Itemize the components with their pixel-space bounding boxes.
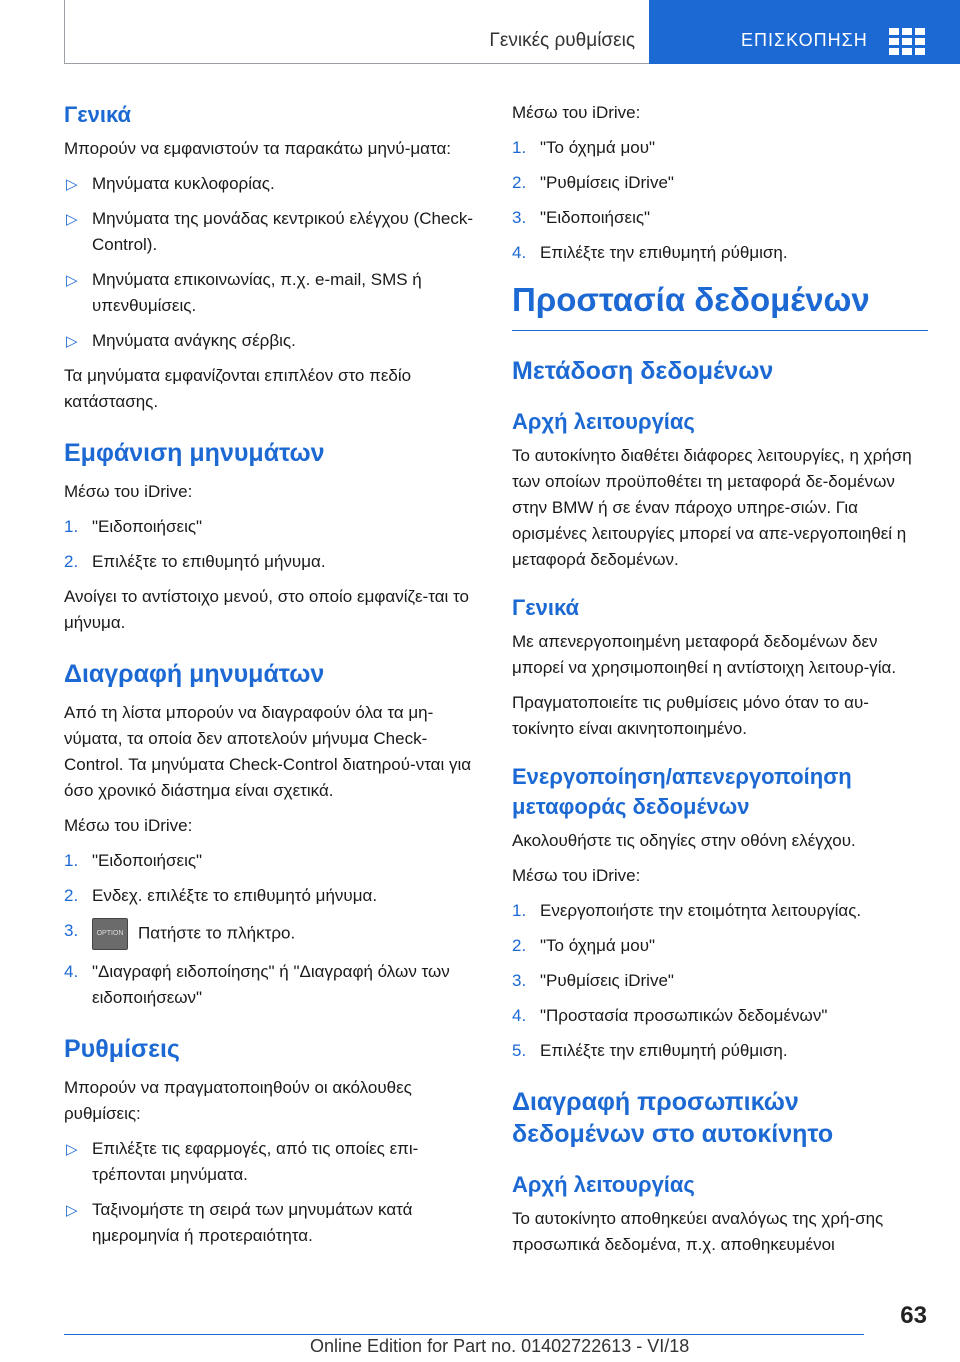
activation-via: Μέσω του iDrive: (512, 866, 641, 885)
list-item: 4. Επιλέξτε την επιθυμητή ρύθμιση. (512, 243, 788, 262)
triangle-bullet-icon: ▷ (66, 211, 78, 228)
right-via: Μέσω του iDrive: (512, 103, 641, 122)
settings-heading: Ρυθμίσεις (64, 1035, 180, 1063)
triangle-bullet-icon: ▷ (66, 272, 78, 289)
list-item: 3. OPTION Πατήστε το πλήκτρο. (64, 918, 480, 950)
delete-messages-heading: Διαγραφή μηνυμάτων (64, 660, 325, 688)
delete-via: Μέσω του iDrive: (64, 816, 193, 835)
list-item: 1. Ενεργοποιήστε την ετοιμότητα λειτουργίας. (512, 901, 862, 920)
footer-edition: Online Edition for Part no. 01402722613 - VI/18 (310, 1336, 690, 1356)
list-item: ▷ Ταξινομήστε τη σειρά των μηνυμάτων κατά ημερομηνία ή προτεραιότητα. (66, 1200, 413, 1245)
list-item: 4. "Διαγραφή ειδοποίησης" ή "Διαγραφή όλων των ειδοποιήσεων" (64, 962, 450, 1007)
general-intro: Μπορούν να εμφανιστούν τα παρακάτω μηνύ-ματα: (64, 139, 452, 158)
data-protection-heading: Προστασία δεδομένων (512, 280, 928, 331)
overview-tab[interactable] (649, 0, 960, 64)
list-item: 3. "Ειδοποιήσεις" (512, 208, 651, 227)
list-item: 1. "Ειδοποιήσεις" (64, 851, 203, 870)
display-outro: Ανοίγει το αντίστοιχο μενού, στο οποίο εμφανίζε-ται το μήνυμα. (64, 587, 469, 632)
right-steps (512, 135, 928, 266)
triangle-bullet-icon: ▷ (66, 176, 78, 193)
principle-text: Το αυτοκίνητο διαθέτει διάφορες λειτουργίες, η χρήση των οποίων προϋποθέτει τη μεταφορά δε-δομένων στην BMW ή σε έναν πάροχο υπηρε-σιών. Για ορισμένες λειτουργίες μπορεί να απε-νεργοποιηθεί η μεταφορά δεδομένων. (512, 446, 912, 569)
triangle-bullet-icon: ▷ (66, 1202, 78, 1219)
delete-steps (64, 848, 480, 1011)
general-heading: Γενικά (64, 102, 132, 127)
activation-steps (512, 898, 928, 1064)
data-transfer-heading: Μετάδοση δεδομένων (512, 357, 774, 385)
delete-intro: Από τη λίστα μπορούν να διαγραφούν όλα τα μη-νύματα, τα οποία δεν αποτελούν μήνυμα Check-Control. Τα μηνύματα Check-Control διατηρού-νται για όσο χρονικό διάστημα είναι σχετικά. (64, 703, 472, 800)
option-button-icon: OPTION (92, 918, 128, 950)
triangle-bullet-icon: ▷ (66, 333, 78, 350)
settings-list (64, 1136, 480, 1249)
triangle-bullet-icon: ▷ (66, 1141, 78, 1158)
footer-divider (64, 1334, 864, 1335)
list-item: ▷ Μηνύματα της μονάδας κεντρικού ελέγχου (Check-Control). (66, 209, 474, 254)
right-column (512, 100, 928, 1267)
delete-principle-text: Το αυτοκίνητο αποθηκεύει αναλόγως της χρή-σης προσωπικά δεδομένα, π.χ. αποθηκευμένοι (512, 1209, 884, 1254)
settings-intro: Μπορούν να πραγματοποιηθούν οι ακόλουθες ρυθμίσεις: (64, 1078, 412, 1123)
header-section-title: Γενικές ρυθμίσεις (489, 30, 635, 51)
overview-tab-label: ΕΠΙΣΚΟΠΗΣΗ (741, 30, 868, 50)
general-text-2: Πραγματοποιείτε τις ρυθμίσεις μόνο όταν το αυ-τοκίνητο είναι ακινητοποιημένο. (512, 693, 869, 738)
list-item: 2. "Ρυθμίσεις iDrive" (512, 173, 674, 192)
general-outro: Τα μηνύματα εμφανίζονται επιπλέον στο πεδίο κατάστασης. (64, 366, 412, 411)
activation-text: Ακολουθήστε τις οδηγίες στην οθόνη ελέγχου. (512, 831, 856, 850)
list-item: ▷ Μηνύματα επικοινωνίας, π.χ. e-mail, SMS ή υπενθυμίσεις. (66, 270, 422, 315)
principle-heading: Αρχή λειτουργίας (512, 409, 695, 434)
list-item: ▷ Μηνύματα κυκλοφορίας. (64, 171, 480, 197)
list-item: 5. Επιλέξτε την επιθυμητή ρύθμιση. (512, 1041, 788, 1060)
grid-icon (889, 28, 925, 54)
delete-personal-data-heading: Διαγραφή προσωπικών δεδομένων στο αυτοκίνητο (512, 1088, 834, 1148)
delete-principle-heading: Αρχή λειτουργίας (512, 1172, 695, 1197)
list-item: 1. "Το όχημά μου" (512, 138, 656, 157)
list-item: 1. "Ειδοποιήσεις" (64, 517, 203, 536)
left-column (64, 100, 480, 1258)
list-item: 3. "Ρυθμίσεις iDrive" (512, 971, 674, 990)
activation-heading: Ενεργοποίηση/απενεργοποίηση μεταφοράς δεδομένων (512, 764, 852, 819)
list-item: ▷ Μηνύματα ανάγκης σέρβις. (64, 328, 480, 354)
list-item: 2. "Το όχημά μου" (512, 936, 656, 955)
general-text-1: Με απενεργοποιημένη μεταφορά δεδομένων δεν μπορεί να χρησιμοποιηθεί η αντίστοιχη λειτουρ-γία. (512, 632, 897, 677)
display-via: Μέσω του iDrive: (64, 482, 193, 501)
general-heading-right: Γενικά (512, 595, 580, 620)
display-messages-heading: Εμφάνιση μηνυμάτων (64, 439, 325, 467)
message-types-list (64, 171, 480, 354)
list-item: 2. Ενδεχ. επιλέξτε το επιθυμητό μήνυμα. (64, 886, 378, 905)
list-item: 4. "Προστασία προσωπικών δεδομένων" (512, 1006, 828, 1025)
list-item: 2. Επιλέξτε το επιθυμητό μήνυμα. (64, 552, 326, 571)
list-item: ▷ Επιλέξτε τις εφαρμογές, από τις οποίες επι-τρέπονται μηνύματα. (66, 1139, 419, 1184)
display-steps (64, 514, 480, 575)
page-number: 63 (900, 1302, 927, 1329)
